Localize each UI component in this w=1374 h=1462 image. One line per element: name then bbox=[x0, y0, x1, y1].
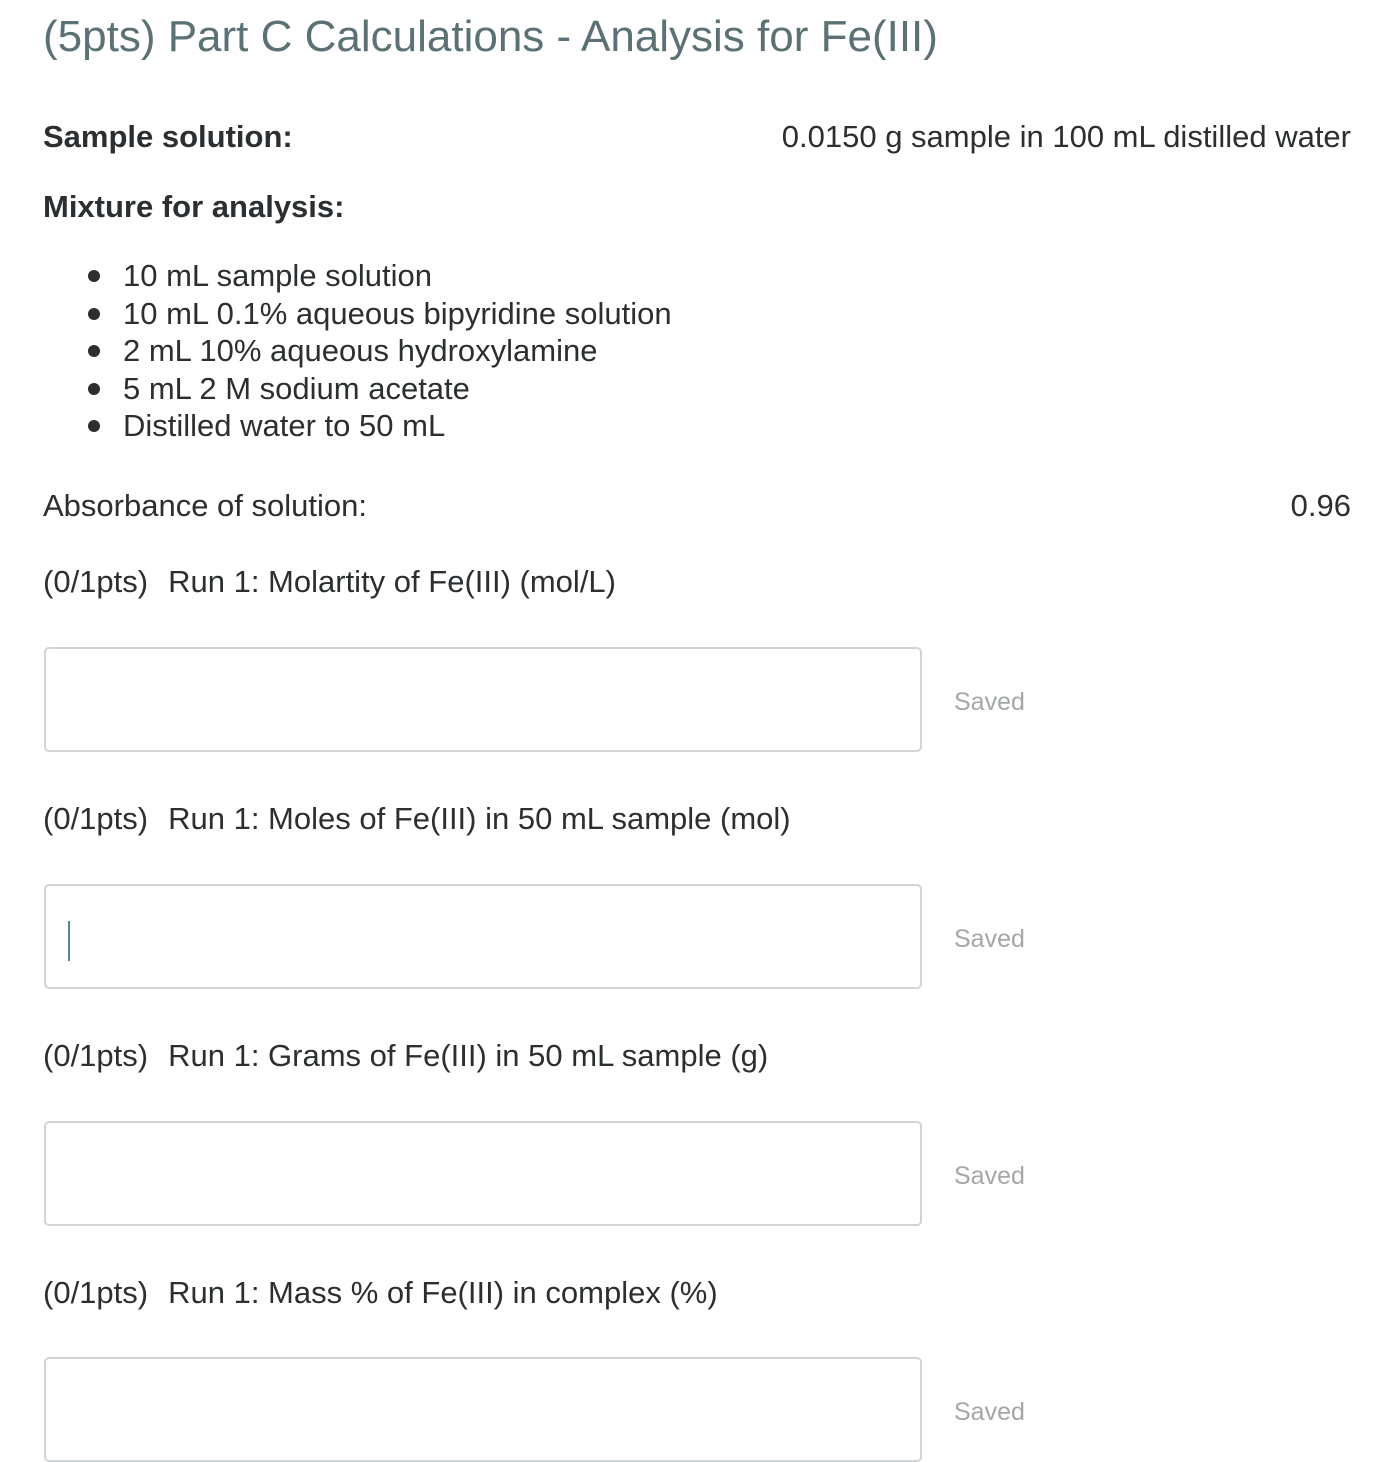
question-points: (0/1pts) bbox=[43, 1038, 149, 1073]
question-points: (0/1pts) bbox=[43, 801, 149, 836]
list-item: Distilled water to 50 mL bbox=[43, 407, 672, 445]
question-label: Run 1: Moles of Fe(III) in 50 mL sample (mol) bbox=[168, 801, 791, 836]
list-item: 10 mL sample solution bbox=[43, 257, 672, 295]
question-3-prompt bbox=[43, 1038, 768, 1074]
saved-status: Saved bbox=[954, 1162, 1025, 1190]
question-label: Run 1: Molartity of Fe(III) (mol/L) bbox=[168, 564, 616, 599]
saved-status: Saved bbox=[954, 1398, 1025, 1426]
question-label: Run 1: Mass % of Fe(III) in complex (%) bbox=[168, 1275, 718, 1310]
list-item: 2 mL 10% aqueous hydroxylamine bbox=[43, 332, 672, 370]
saved-status: Saved bbox=[954, 925, 1025, 953]
mixture-label: Mixture for analysis: bbox=[43, 189, 345, 224]
list-item: 5 mL 2 M sodium acetate bbox=[43, 370, 672, 408]
sample-solution-label: Sample solution: bbox=[43, 119, 293, 154]
mass-percent-answer-input[interactable] bbox=[44, 1357, 922, 1462]
grams-answer-input[interactable] bbox=[44, 1121, 922, 1226]
question-label: Run 1: Grams of Fe(III) in 50 mL sample (g) bbox=[168, 1038, 769, 1073]
list-item: 10 mL 0.1% aqueous bipyridine solution bbox=[43, 295, 672, 333]
question-points: (0/1pts) bbox=[43, 1275, 149, 1310]
mixture-list bbox=[43, 257, 672, 445]
question-2-prompt bbox=[43, 801, 791, 837]
text-cursor bbox=[68, 921, 70, 961]
page-title: (5pts) Part C Calculations - Analysis for Fe(III) bbox=[43, 12, 938, 61]
question-1-prompt bbox=[43, 564, 616, 600]
absorbance-label: Absorbance of solution: bbox=[43, 488, 367, 523]
question-4-prompt bbox=[43, 1275, 718, 1311]
question-points: (0/1pts) bbox=[43, 564, 149, 599]
moles-answer-input[interactable] bbox=[44, 884, 922, 989]
molarity-answer-input[interactable] bbox=[44, 647, 922, 752]
saved-status: Saved bbox=[954, 688, 1025, 716]
sample-solution-value: 0.0150 g sample in 100 mL distilled water bbox=[781, 119, 1351, 154]
absorbance-value: 0.96 bbox=[1290, 488, 1351, 523]
